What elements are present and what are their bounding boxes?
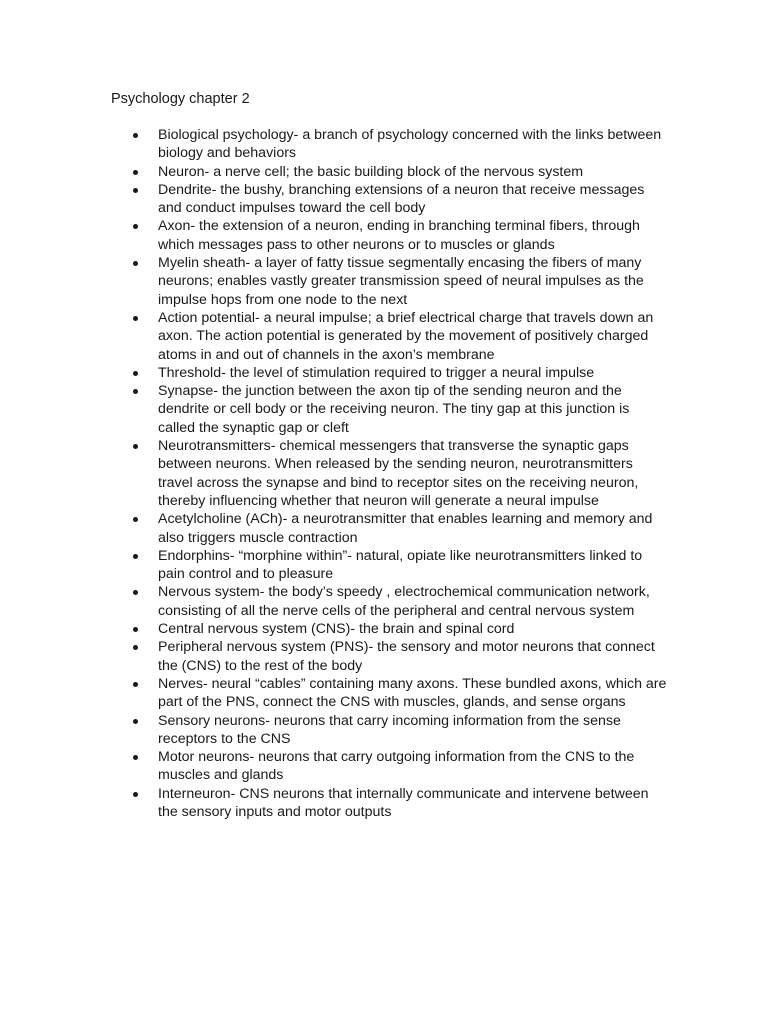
list-item: [130, 620, 670, 638]
bullet-icon: [133, 316, 138, 321]
list-item: [130, 638, 670, 675]
list-item: [130, 181, 670, 218]
list-item-text: Neurotransmitters- chemical messengers that transverse the synaptic gaps between neurons. When released by the sending neuron, neurotransmitters travel across the synapse and bind to receptor sites on the receiving neuron, thereby influencing whether that neuron will generate a neural impulse: [158, 438, 639, 509]
list-item-text: Neuron- a nerve cell; the basic building block of the nervous system: [158, 163, 584, 180]
list-item: [130, 510, 670, 547]
list-item: [130, 547, 670, 584]
definitions-list: [130, 126, 670, 821]
bullet-icon: [133, 755, 138, 760]
list-item: [130, 382, 670, 437]
page-title: Psychology chapter 2: [111, 91, 250, 107]
list-item-text: Myelin sheath- a layer of fatty tissue segmentally encasing the fibers of many neurons; enables vastly greater transmission speed of neural impulses as the impulse hops from one node to the next: [158, 255, 644, 308]
list-item: [130, 309, 670, 364]
list-item: [130, 675, 670, 712]
list-item-text: Endorphins- “morphine within”- natural, opiate like neurotransmitters linked to pain control and to pleasure: [158, 547, 643, 583]
list-item-text: Interneuron- CNS neurons that internally communicate and intervene between the sensory inputs and motor outputs: [158, 785, 649, 820]
bullet-icon: [133, 682, 138, 687]
list-item-text: Sensory neurons- neurons that carry incoming information from the sense receptors to the CNS: [158, 712, 621, 747]
list-item: [130, 712, 670, 749]
list-item-text: Acetylcholine (ACh)- a neurotransmitter that enables learning and memory and also triggers muscle contraction: [158, 511, 653, 546]
bullet-icon: [133, 554, 138, 559]
list-item-text: Dendrite- the bushy, branching extensions of a neuron that receive messages and conduct impulses toward the cell body: [158, 181, 645, 217]
bullet-icon: [133, 188, 138, 193]
bullet-icon: [133, 444, 138, 449]
bullet-icon: [133, 590, 138, 595]
list-item-text: Motor neurons- neurons that carry outgoing information from the CNS to the muscles and glands: [158, 749, 635, 784]
list-item: [130, 254, 670, 309]
list-item-text: Axon- the extension of a neuron, ending in branching terminal fibers, through which messages pass to other neurons or to muscles or glands: [158, 218, 640, 253]
list-item: [130, 785, 670, 822]
list-item: [130, 583, 670, 620]
list-item: [130, 217, 670, 254]
list-item-text: Action potential- a neural impulse; a brief electrical charge that travels down an axon. The action potential is generated by the movement of positively charged atoms in and out of channels in the axon’s membrane: [158, 309, 654, 363]
bullet-icon: [133, 133, 138, 138]
list-item-text: Nervous system- the body’s speedy , electrochemical communication network, consisting of all the nerve cells of the peripheral and central nervous system: [158, 584, 650, 619]
bullet-icon: [133, 170, 138, 175]
list-item: [130, 437, 670, 510]
list-item-text: Synapse- the junction between the axon tip of the sending neuron and the dendrite or cell body or the receiving neuron. The tiny gap at this junction is called the synaptic gap or cleft: [158, 383, 630, 436]
list-item: [130, 748, 670, 785]
bullet-icon: [133, 224, 138, 229]
bullet-icon: [133, 627, 138, 632]
bullet-icon: [133, 517, 138, 522]
list-item: [130, 126, 670, 163]
list-item-text: Threshold- the level of stimulation required to trigger a neural impulse: [158, 364, 595, 381]
list-item: [130, 364, 670, 382]
list-item-text: Nerves- neural “cables” containing many axons. These bundled axons, which are part of the PNS, connect the CNS with muscles, glands, and sense organs: [158, 675, 667, 711]
list-item: [130, 163, 670, 181]
list-item-text: Peripheral nervous system (PNS)- the sensory and motor neurons that connect the (CNS) to the rest of the body: [158, 639, 655, 674]
bullet-icon: [133, 645, 138, 650]
bullet-icon: [133, 719, 138, 724]
list-item-text: Central nervous system (CNS)- the brain and spinal cord: [158, 621, 515, 638]
bullet-icon: [133, 371, 138, 376]
bullet-icon: [133, 792, 138, 797]
list-item-text: Biological psychology- a branch of psychology concerned with the links between biology and behaviors: [158, 127, 662, 162]
bullet-icon: [133, 261, 138, 266]
bullet-icon: [133, 389, 138, 394]
